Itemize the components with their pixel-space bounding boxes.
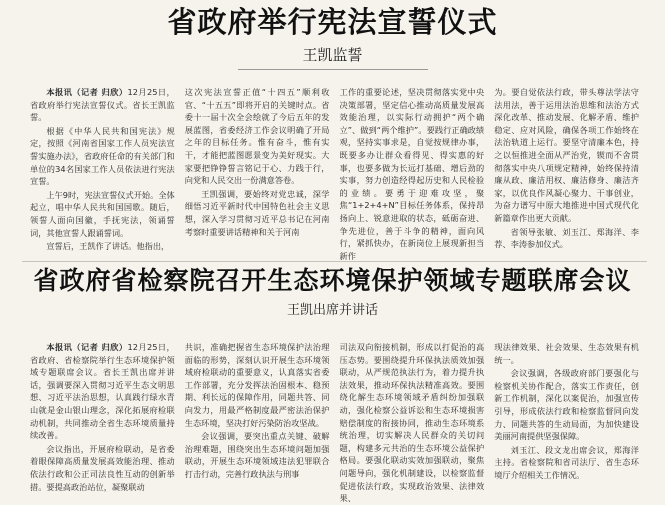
paragraph [340, 341, 485, 505]
paragraph [30, 189, 175, 239]
paragraph [494, 341, 639, 366]
article-2-body [30, 341, 639, 504]
paragraph [494, 86, 639, 225]
text-column [30, 341, 175, 497]
byline-tag: 本报讯（记者 归欣） [46, 87, 128, 97]
paragraph [30, 86, 175, 124]
paragraph-text: 上午9时，宪法宣誓仪式开始。全体起立，唱中华人民共和国国歌。随后，领誓人面向国徽，手抚宪法，领诵誓词，其他宣誓人跟诵誓词。 [30, 189, 175, 238]
paragraph-text: 会议强调，要突出重点关键、破解治理难题，围绕突出生态环境问题加强联动，开展生态环境领域违法犯罪联合打击行动，完善行政执法与刑事 [184, 431, 330, 479]
subhead-rule [238, 69, 428, 70]
text-column [340, 86, 485, 260]
text-column [494, 341, 639, 497]
paragraph-text: 会议强调，各级政府部门要强化与检察机关协作配合，落实工作责任，创新工作机制，深化以案促治，加强宣传引导，形成依法行政和检察监督同向发力、同题共答的生动局面，为加快建设美丽河南提供坚强保障。 [494, 368, 639, 442]
paragraph-text: 为。要自觉依法行政，带头尊法学法守法用法，善于运用法治思维和法治方式深化改革、推动发展、化解矛盾、维护稳定、应对风险，确保各项工作始终在法治轨道上运行。要坚守清廉本色，持之以恒推进全面从严治党，锲而不舍贯彻落实中央八项规定精神，始终保持清廉从政、廉洁用权、廉洁修身、廉洁齐家，以优良作风凝心聚力、干事创业，为奋力谱写中原大地推进中国式现代化新篇章作出更大贡献。 [494, 87, 639, 223]
paragraph-text: 刘玉江、段文龙出席会议，郑海洋主持。省检察院和省司法厅、省生态环境厅介绍相关工作情况。 [494, 444, 639, 480]
paragraph-text: 司法双向衔接机制，形成以打促治的高压态势。要围绕提升环保执法质效加强联动，从严规范执法行为，着力提升执法效果，推动环保执法精准高效。要围绕化解生态环境领域矛盾纠纷加强联动，强化检察公益诉讼和生态环境损害赔偿制度的衔接协同，推动生态环境系统治理，切实解决人民群众的关切问题，构建多元共治的生态环境公益保护格局。要强化联动实效加强联动，聚焦问题导向，强化机制建设，以检察监督促进依法行政，实现政治效果、法律效果、 [339, 342, 485, 504]
paragraph [494, 444, 639, 482]
paragraph [185, 341, 330, 429]
paragraph [494, 226, 639, 251]
paragraph-text: 省领导张敏、刘玉江、郑海洋、李荐、李涛参加仪式。 [494, 226, 639, 250]
text-column [185, 86, 330, 260]
article-2-subhead: 王凯出席并讲话 [286, 303, 378, 318]
article-1-body [30, 86, 639, 260]
paragraph [185, 188, 330, 238]
article-1-headline: 省政府举行宪法宣誓仪式 [167, 5, 498, 39]
paragraph-text: 王凯强调，要始终对党忠诚，深学细悟习近平新时代中国特色社会主义思想，深入学习贯彻习近平总书记在河南考察时重要讲话精神和关于河南 [184, 188, 330, 237]
article-2-headline: 省政府省检察院召开生态环境保护领域专题联席会议 [33, 266, 632, 295]
paragraph [185, 86, 330, 187]
paragraph-text: 共识，准确把握省生态环境保护法治理面临的形势，深刻认识开展生态环境领域府检联动的重要意义，认真落实省委工作部署，充分发挥法治固根本、稳预期、利长远的保障作用，同题共答、同向发力，用最严格制度最严密法治保护生态环境，坚决打好污染防治攻坚战。 [184, 342, 330, 428]
paragraph-text: 宣誓后，王凯作了讲话。他指出， [46, 241, 170, 252]
paragraph-text: 这次宪法宣誓正值“十四五”顺利收官、“十五五”即将开启的关键时点。省委十一届十次全会绘就了今后五年的发展蓝图，省委经济工作会议明确了开局之年的目标任务。惟有奋斗，惟有实干，才能把蓝图愿景变为美好现实。大家要把铮铮誓言铭记于心、力践于行，向党和人民交出一份满意答卷。 [184, 87, 330, 186]
paragraph [30, 443, 175, 493]
text-column [30, 86, 175, 260]
paragraph-text: 12月25日，省政府、省检察院举行生态环境保护领域专题联席会议。省长王凯出席并讲话，强调要深入贯彻习近平生态文明思想、习近平法治思想，认真践行绿水青山就是金山银山理念，深化拓展府检联动机制，共同推动全省生态环境质量持续改善。 [30, 342, 175, 441]
text-column [339, 341, 485, 504]
paragraph [30, 125, 175, 188]
paragraph [185, 430, 330, 480]
article-1-subhead: 王凯监誓 [302, 46, 363, 64]
byline-tag: 本报讯（记者 归欣） [46, 342, 128, 352]
text-column [494, 86, 639, 260]
paragraph-text: 会议指出，开展府检联动，是省委着眼保障高质量发展高效能治理、推动依法行政和公正司法良性互动的创新举措。要提高政治站位，凝聚联动 [30, 443, 175, 492]
paragraph-text: 现法律效果、社会效果、生态效果有机统一。 [494, 342, 639, 365]
paragraph [494, 367, 639, 443]
paragraph [30, 341, 175, 442]
paragraph [340, 86, 485, 262]
paragraph [30, 240, 175, 253]
paragraph-text: 根据《中华人民共和国宪法》规定，按照《河南省国家工作人员宪法宣誓实施办法》，省政府任命的有关部门和单位的34名国家工作人员依法进行宪法宣誓。 [30, 125, 175, 187]
paragraph-text: 工作的重要论述，坚决贯彻落实党中央决策部署，坚定信心推动高质量发展高效能治理，以实际行动拥护“两个确立”、做到“两个维护”。要践行正确政绩观，坚持实事求是，自觉按规律办事，既要多办让群众看得见、得实惠的好事，也要多做为长远打基础、增后劲的实事，努力创造经得起历史和人民检验的业绩。要勇于迎难攻坚，聚焦“1+2+4+N”目标任务体系，保持昂扬向上、锐意进取的状态，砥砺奋进、争先进位，善于斗争的精神，面向风行，紧抓快办，在新岗位上展现新担当新作 [339, 87, 485, 261]
text-column [185, 341, 330, 497]
paragraph-text: 12月25日，省政府举行宪法宣誓仪式。省长王凯监誓。 [30, 87, 175, 123]
article-eco-meeting [0, 262, 665, 504]
